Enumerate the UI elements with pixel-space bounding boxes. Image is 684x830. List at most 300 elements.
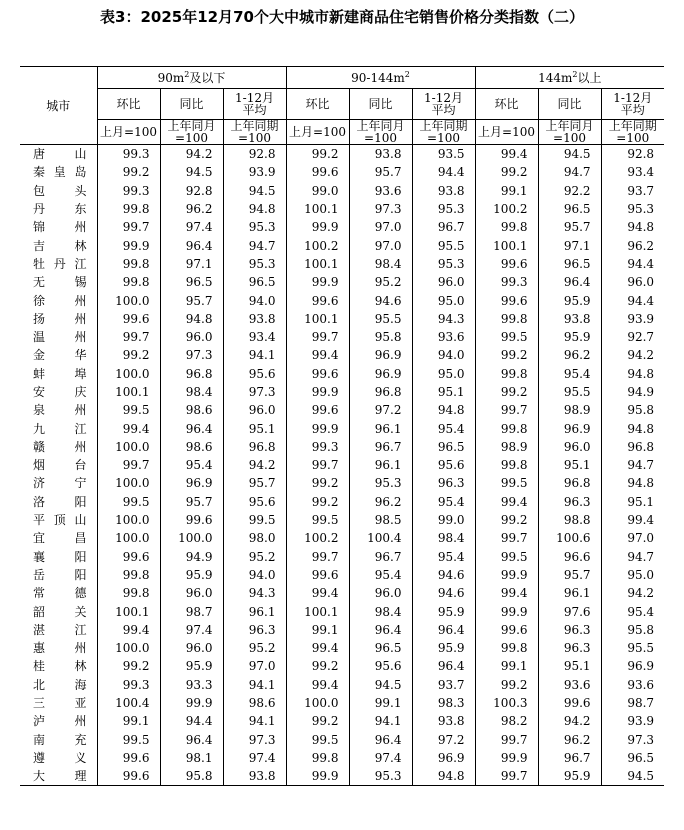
index-value: 97.0 xyxy=(349,236,412,254)
index-value: 99.5 xyxy=(97,493,160,511)
index-value: 95.0 xyxy=(412,365,475,383)
index-value: 97.4 xyxy=(160,218,223,236)
index-value: 92.2 xyxy=(538,182,601,200)
table-row xyxy=(20,236,664,254)
city-name: 锦州 xyxy=(20,218,97,236)
index-value: 99.8 xyxy=(97,255,160,273)
index-value: 94.2 xyxy=(627,586,655,601)
index-value: 93.5 xyxy=(412,145,475,164)
index-value: 94.4 xyxy=(627,256,655,271)
table-row xyxy=(20,621,664,639)
index-value: 99.5 xyxy=(97,731,160,749)
index-value: 99.9 xyxy=(475,602,538,620)
index-value: 96.1 xyxy=(349,419,412,437)
index-value: 95.5 xyxy=(538,383,601,401)
index-value: 94.8 xyxy=(412,767,475,786)
index-value: 95.7 xyxy=(160,291,223,309)
index-value: 100.4 xyxy=(349,529,412,547)
index-value: 96.4 xyxy=(412,657,475,675)
city-name: 徐州 xyxy=(20,291,97,309)
index-value: 96.9 xyxy=(349,365,412,383)
table-row xyxy=(20,401,664,419)
table-row xyxy=(20,310,664,328)
table-row xyxy=(20,584,664,602)
index-value: 95.5 xyxy=(627,641,655,656)
index-value: 94.7 xyxy=(538,163,601,181)
table-row xyxy=(20,273,664,291)
index-value: 99.1 xyxy=(97,712,160,730)
index-value: 94.5 xyxy=(160,163,223,181)
index-value: 94.0 xyxy=(223,566,286,584)
index-value: 99.2 xyxy=(475,163,538,181)
city-name: 秦皇岛 xyxy=(20,163,97,181)
index-value: 96.9 xyxy=(160,474,223,492)
index-value: 93.8 xyxy=(349,145,412,164)
index-value: 96.7 xyxy=(538,749,601,767)
index-value: 94.1 xyxy=(223,346,286,364)
index-value: 98.4 xyxy=(349,602,412,620)
index-value: 93.9 xyxy=(627,311,655,326)
index-value: 96.8 xyxy=(627,439,655,454)
table-row xyxy=(20,456,664,474)
index-value: 94.1 xyxy=(223,676,286,694)
index-value: 100.0 xyxy=(97,291,160,309)
index-value: 98.6 xyxy=(160,438,223,456)
index-value: 95.0 xyxy=(627,567,655,582)
index-value: 98.6 xyxy=(223,694,286,712)
index-value: 95.4 xyxy=(538,365,601,383)
index-value: 94.3 xyxy=(412,310,475,328)
same-month-basis: 上年同月 =100 xyxy=(349,120,412,145)
index-value: 99.2 xyxy=(286,712,349,730)
index-value: 95.6 xyxy=(223,365,286,383)
index-value: 100.1 xyxy=(286,602,349,620)
table-row xyxy=(20,182,664,200)
index-value: 93.6 xyxy=(412,328,475,346)
index-value: 96.2 xyxy=(538,731,601,749)
index-value: 96.3 xyxy=(538,621,601,639)
index-value: 93.7 xyxy=(627,183,655,198)
index-value: 99.7 xyxy=(286,328,349,346)
index-value: 94.5 xyxy=(223,182,286,200)
index-value: 94.6 xyxy=(412,584,475,602)
index-value: 99.4 xyxy=(627,513,655,528)
index-value: 94.8 xyxy=(223,200,286,218)
index-value: 95.9 xyxy=(160,566,223,584)
index-value: 95.1 xyxy=(538,657,601,675)
index-value: 94.4 xyxy=(412,163,475,181)
index-value: 94.1 xyxy=(223,712,286,730)
table-row xyxy=(20,218,664,236)
index-value: 100.0 xyxy=(97,474,160,492)
index-value: 98.9 xyxy=(475,438,538,456)
index-value: 99.1 xyxy=(286,621,349,639)
index-value: 96.0 xyxy=(627,275,655,290)
index-value: 94.8 xyxy=(160,310,223,328)
index-value: 92.8 xyxy=(627,147,655,162)
index-value: 94.8 xyxy=(627,366,655,381)
index-value: 95.7 xyxy=(160,493,223,511)
table-row xyxy=(20,529,664,547)
city-name: 无锡 xyxy=(20,273,97,291)
index-value: 93.9 xyxy=(223,163,286,181)
index-value: 100.4 xyxy=(97,694,160,712)
group-header-medium: $90-144m^2$ xyxy=(286,67,475,89)
index-value: 99.2 xyxy=(97,657,160,675)
index-value: 96.7 xyxy=(349,548,412,566)
index-value: 96.3 xyxy=(223,621,286,639)
city-name: 包头 xyxy=(20,182,97,200)
index-value: 94.3 xyxy=(223,584,286,602)
index-value: 94.2 xyxy=(223,456,286,474)
index-value: 94.9 xyxy=(627,385,655,399)
city-name: 丹东 xyxy=(20,200,97,218)
index-value: 99.2 xyxy=(286,493,349,511)
index-value: 94.9 xyxy=(160,548,223,566)
index-value: 96.3 xyxy=(538,639,601,657)
index-value: 96.7 xyxy=(349,438,412,456)
index-value: 99.6 xyxy=(538,694,601,712)
index-value: 96.2 xyxy=(349,493,412,511)
index-value: 99.4 xyxy=(475,493,538,511)
last-month-basis: 上月=100 xyxy=(475,120,538,145)
index-value: 94.8 xyxy=(627,421,655,436)
index-value: 96.2 xyxy=(627,238,655,253)
index-value: 95.9 xyxy=(538,328,601,346)
index-value: 99.2 xyxy=(475,511,538,529)
index-value: 93.9 xyxy=(627,714,655,729)
index-value: 96.4 xyxy=(160,731,223,749)
index-value: 98.1 xyxy=(160,749,223,767)
index-value: 94.1 xyxy=(349,712,412,730)
index-value: 97.3 xyxy=(223,731,286,749)
index-value: 94.4 xyxy=(627,293,655,308)
index-value: 94.5 xyxy=(601,767,664,786)
table-row xyxy=(20,694,664,712)
table-row xyxy=(20,200,664,218)
city-name: 韶关 xyxy=(20,602,97,620)
index-value: 98.4 xyxy=(349,255,412,273)
table-row xyxy=(20,731,664,749)
index-value: 99.2 xyxy=(475,676,538,694)
city-name: 安庆 xyxy=(20,383,97,401)
city-name: 温州 xyxy=(20,328,97,346)
table-row xyxy=(20,511,664,529)
index-value: 95.9 xyxy=(538,291,601,309)
index-value: 95.3 xyxy=(223,255,286,273)
city-name: 九江 xyxy=(20,419,97,437)
index-value: 99.9 xyxy=(286,767,349,786)
yoy-header: 同比 xyxy=(538,89,601,120)
city-name: 牡丹江 xyxy=(20,255,97,273)
index-value: 96.0 xyxy=(223,401,286,419)
table-row xyxy=(20,328,664,346)
index-value: 95.4 xyxy=(627,604,655,619)
city-name: 襄阳 xyxy=(20,548,97,566)
annual-avg-header: 1-12月 平均 xyxy=(412,89,475,120)
index-value: 94.7 xyxy=(627,549,655,564)
index-value: 99.8 xyxy=(475,456,538,474)
index-value: 95.3 xyxy=(412,200,475,218)
index-value: 97.3 xyxy=(349,200,412,218)
index-value: 100.2 xyxy=(475,200,538,218)
index-value: 99.4 xyxy=(97,621,160,639)
index-value: 96.1 xyxy=(223,602,286,620)
index-value: 97.2 xyxy=(412,731,475,749)
index-value: 96.0 xyxy=(412,273,475,291)
index-value: 96.2 xyxy=(538,346,601,364)
city-name: 泉州 xyxy=(20,401,97,419)
index-value: 97.3 xyxy=(627,732,655,747)
index-value: 95.4 xyxy=(349,566,412,584)
index-value: 96.4 xyxy=(349,621,412,639)
city-name: 济宁 xyxy=(20,474,97,492)
index-value: 99.6 xyxy=(97,749,160,767)
index-value: 97.4 xyxy=(223,749,286,767)
index-value: 99.8 xyxy=(97,584,160,602)
city-name: 平顶山 xyxy=(20,511,97,529)
index-value: 97.0 xyxy=(627,531,655,546)
index-value: 98.7 xyxy=(160,602,223,620)
table-row xyxy=(20,767,664,786)
index-value: 99.2 xyxy=(97,346,160,364)
last-month-basis: 上月=100 xyxy=(97,120,160,145)
index-value: 99.4 xyxy=(286,676,349,694)
index-value: 99.1 xyxy=(349,694,412,712)
city-name: 大理 xyxy=(20,767,97,786)
index-value: 99.7 xyxy=(97,328,160,346)
index-value: 96.8 xyxy=(223,438,286,456)
mom-header: 环比 xyxy=(286,89,349,120)
index-value: 99.6 xyxy=(286,401,349,419)
index-value: 99.4 xyxy=(286,639,349,657)
index-value: 95.9 xyxy=(412,639,475,657)
index-value: 96.0 xyxy=(160,584,223,602)
index-value: 95.4 xyxy=(412,419,475,437)
index-value: 94.5 xyxy=(349,676,412,694)
index-value: 95.3 xyxy=(412,255,475,273)
index-value: 99.7 xyxy=(97,218,160,236)
annual-avg-header: 1-12月 平均 xyxy=(601,89,664,120)
index-value: 99.6 xyxy=(475,291,538,309)
annual-avg-header: 1-12月 平均 xyxy=(223,89,286,120)
index-value: 100.0 xyxy=(97,438,160,456)
index-value: 96.1 xyxy=(538,584,601,602)
index-value: 100.6 xyxy=(538,529,601,547)
table-row xyxy=(20,346,664,364)
index-value: 96.0 xyxy=(538,438,601,456)
index-value: 96.6 xyxy=(538,548,601,566)
city-name: 吉林 xyxy=(20,236,97,254)
index-value: 95.8 xyxy=(349,328,412,346)
index-value: 99.7 xyxy=(475,767,538,786)
index-value: 99.6 xyxy=(97,548,160,566)
index-value: 99.9 xyxy=(160,694,223,712)
index-value: 100.1 xyxy=(286,200,349,218)
index-value: 96.2 xyxy=(160,200,223,218)
index-value: 97.0 xyxy=(223,657,286,675)
table-row xyxy=(20,163,664,181)
index-value: 99.1 xyxy=(475,657,538,675)
index-value: 96.5 xyxy=(538,200,601,218)
index-value: 94.2 xyxy=(160,145,223,164)
index-value: 99.8 xyxy=(475,365,538,383)
index-value: 98.6 xyxy=(160,401,223,419)
group-header-small: $90m^2$及以下 xyxy=(97,67,286,89)
index-value: 99.4 xyxy=(475,145,538,164)
index-value: 100.1 xyxy=(286,310,349,328)
index-value: 95.7 xyxy=(223,474,286,492)
index-value: 93.6 xyxy=(627,677,655,692)
city-name: 泸州 xyxy=(20,712,97,730)
index-value: 95.6 xyxy=(349,657,412,675)
index-value: 98.5 xyxy=(349,511,412,529)
index-value: 96.9 xyxy=(412,749,475,767)
city-name: 惠州 xyxy=(20,639,97,657)
index-value: 98.3 xyxy=(412,694,475,712)
index-value: 94.8 xyxy=(627,476,655,491)
index-value: 99.7 xyxy=(475,731,538,749)
city-column-header: 城市 xyxy=(20,67,97,145)
index-value: 99.5 xyxy=(475,548,538,566)
index-value: 95.0 xyxy=(412,291,475,309)
city-name: 北海 xyxy=(20,676,97,694)
table-row xyxy=(20,602,664,620)
index-value: 99.7 xyxy=(286,548,349,566)
index-value: 96.4 xyxy=(349,731,412,749)
index-value: 95.3 xyxy=(627,202,655,217)
table-row xyxy=(20,566,664,584)
index-value: 99.4 xyxy=(286,346,349,364)
index-value: 94.7 xyxy=(627,458,655,473)
index-value: 99.6 xyxy=(286,163,349,181)
index-value: 95.3 xyxy=(349,474,412,492)
city-name: 南充 xyxy=(20,731,97,749)
index-value: 97.4 xyxy=(160,621,223,639)
yoy-header: 同比 xyxy=(349,89,412,120)
index-value: 97.1 xyxy=(538,236,601,254)
index-value: 99.2 xyxy=(286,657,349,675)
index-value: 99.9 xyxy=(286,273,349,291)
index-value: 95.4 xyxy=(160,456,223,474)
index-value: 99.0 xyxy=(412,511,475,529)
index-value: 99.2 xyxy=(97,163,160,181)
index-value: 94.4 xyxy=(160,712,223,730)
index-value: 100.2 xyxy=(286,236,349,254)
index-value: 96.3 xyxy=(538,493,601,511)
mom-header: 环比 xyxy=(97,89,160,120)
index-value: 97.1 xyxy=(160,255,223,273)
index-value: 99.7 xyxy=(475,401,538,419)
index-value: 99.6 xyxy=(97,310,160,328)
index-value: 98.0 xyxy=(223,529,286,547)
last-month-basis: 上月=100 xyxy=(286,120,349,145)
city-name: 金华 xyxy=(20,346,97,364)
index-value: 100.0 xyxy=(160,529,223,547)
city-name: 常德 xyxy=(20,584,97,602)
index-value: 99.8 xyxy=(475,639,538,657)
index-value: 99.8 xyxy=(97,200,160,218)
index-value: 99.9 xyxy=(286,419,349,437)
index-value: 95.5 xyxy=(349,310,412,328)
index-value: 97.3 xyxy=(223,383,286,401)
index-value: 96.7 xyxy=(412,218,475,236)
index-value: 96.1 xyxy=(349,456,412,474)
index-value: 98.4 xyxy=(160,383,223,401)
index-value: 95.7 xyxy=(538,566,601,584)
index-value: 96.5 xyxy=(627,750,655,765)
index-value: 100.1 xyxy=(286,255,349,273)
index-value: 100.0 xyxy=(97,365,160,383)
index-value: 99.2 xyxy=(286,145,349,164)
same-period-basis: 上年同期 =100 xyxy=(601,120,664,145)
index-value: 93.4 xyxy=(627,165,655,180)
index-value: 96.9 xyxy=(349,346,412,364)
city-name: 宜昌 xyxy=(20,529,97,547)
index-value: 92.8 xyxy=(223,145,286,164)
index-value: 98.7 xyxy=(627,696,655,711)
index-value: 93.7 xyxy=(412,676,475,694)
index-value: 100.1 xyxy=(97,602,160,620)
table-row xyxy=(20,383,664,401)
index-value: 97.2 xyxy=(349,401,412,419)
index-value: 98.8 xyxy=(538,511,601,529)
table-row xyxy=(20,145,664,164)
index-value: 99.2 xyxy=(475,346,538,364)
index-value: 99.7 xyxy=(286,456,349,474)
index-value: 99.8 xyxy=(475,419,538,437)
table-body xyxy=(20,145,664,786)
index-value: 95.7 xyxy=(538,218,601,236)
index-value: 99.7 xyxy=(97,456,160,474)
index-value: 99.3 xyxy=(97,182,160,200)
index-value: 98.2 xyxy=(475,712,538,730)
index-value: 95.7 xyxy=(349,163,412,181)
index-value: 94.6 xyxy=(412,566,475,584)
index-value: 99.8 xyxy=(475,310,538,328)
index-value: 99.8 xyxy=(286,749,349,767)
index-value: 95.3 xyxy=(349,767,412,786)
index-value: 96.5 xyxy=(160,273,223,291)
index-value: 95.6 xyxy=(412,456,475,474)
city-name: 三亚 xyxy=(20,694,97,712)
index-value: 94.5 xyxy=(538,145,601,164)
table-row xyxy=(20,419,664,437)
same-month-basis: 上年同月 =100 xyxy=(538,120,601,145)
index-value: 93.3 xyxy=(160,676,223,694)
city-name: 唐山 xyxy=(20,145,97,164)
table-row xyxy=(20,548,664,566)
same-month-basis: 上年同月 =100 xyxy=(160,120,223,145)
index-value: 99.6 xyxy=(160,511,223,529)
index-value: 92.7 xyxy=(627,330,655,345)
index-value: 99.6 xyxy=(475,255,538,273)
table-header xyxy=(20,67,664,145)
index-value: 97.4 xyxy=(349,749,412,767)
index-value: 93.6 xyxy=(538,676,601,694)
table-row xyxy=(20,676,664,694)
index-value: 98.4 xyxy=(412,529,475,547)
same-period-basis: 上年同期 =100 xyxy=(223,120,286,145)
group-header-large: $144m^2$以上 xyxy=(475,67,664,89)
index-value: 95.9 xyxy=(160,657,223,675)
index-value: 99.5 xyxy=(286,511,349,529)
table-row xyxy=(20,657,664,675)
index-value: 99.2 xyxy=(475,383,538,401)
price-index-table xyxy=(20,66,664,786)
index-value: 99.6 xyxy=(286,365,349,383)
index-value: 99.6 xyxy=(286,566,349,584)
